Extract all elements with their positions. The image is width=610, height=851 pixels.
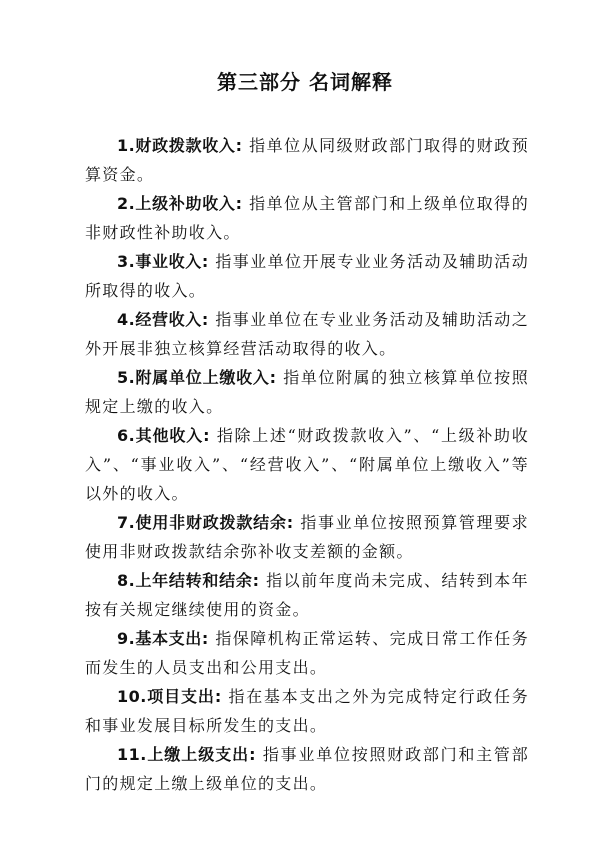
term-name: 10.项目支出: bbox=[117, 687, 222, 706]
term-name: 11.上缴上级支出: bbox=[117, 745, 257, 764]
term-item bbox=[85, 305, 529, 363]
term-item bbox=[85, 131, 529, 189]
term-item bbox=[85, 566, 529, 624]
term-item bbox=[85, 363, 529, 421]
term-item bbox=[85, 421, 529, 508]
term-list bbox=[85, 131, 529, 798]
term-definition: 指事业单位按照预算管理要求使用非财政拨款结余弥补收支差额的金额。 bbox=[85, 513, 529, 561]
term-definition: 指在基本支出之外为完成特定行政任务和事业发展目标所发生的支出。 bbox=[85, 687, 529, 735]
term-definition: 指事业单位开展专业业务活动及辅助活动所取得的收入。 bbox=[85, 252, 529, 300]
term-item bbox=[85, 624, 529, 682]
term-name: 2.上级补助收入: bbox=[117, 194, 243, 213]
term-item bbox=[85, 682, 529, 740]
term-name: 1.财政拨款收入: bbox=[117, 136, 243, 155]
term-item bbox=[85, 189, 529, 247]
term-definition: 指事业单位按照财政部门和主管部门的规定上缴上级单位的支出。 bbox=[85, 745, 529, 793]
page-title: 第三部分 名词解释 bbox=[217, 70, 393, 94]
term-definition: 指除上述“财政拨款收入”、“上级补助收入”、“事业收入”、“经营收入”、“附属单位上缴收入”等以外的收入。 bbox=[85, 426, 529, 503]
term-name: 7.使用非财政拨款结余: bbox=[117, 513, 294, 532]
term-item bbox=[85, 508, 529, 566]
term-name: 5.附属单位上缴收入: bbox=[117, 368, 277, 387]
term-item bbox=[85, 740, 529, 798]
term-definition: 指单位从同级财政部门取得的财政预算资金。 bbox=[85, 136, 529, 184]
term-name: 4.经营收入: bbox=[117, 310, 209, 329]
term-item bbox=[85, 247, 529, 305]
term-name: 8.上年结转和结余: bbox=[117, 571, 260, 590]
term-definition: 指以前年度尚未完成、结转到本年按有关规定继续使用的资金。 bbox=[85, 571, 529, 619]
term-definition: 指单位附属的独立核算单位按照规定上缴的收入。 bbox=[85, 368, 530, 416]
term-definition: 指单位从主管部门和上级单位取得的非财政性补助收入。 bbox=[85, 194, 529, 242]
term-name: 6.其他收入: bbox=[117, 426, 211, 445]
term-definition: 指事业单位在专业业务活动及辅助活动之外开展非独立核算经营活动取得的收入。 bbox=[85, 310, 529, 358]
term-name: 3.事业收入: bbox=[117, 252, 209, 271]
term-definition: 指保障机构正常运转、完成日常工作任务而发生的人员支出和公用支出。 bbox=[85, 629, 529, 677]
term-name: 9.基本支出: bbox=[117, 629, 209, 648]
